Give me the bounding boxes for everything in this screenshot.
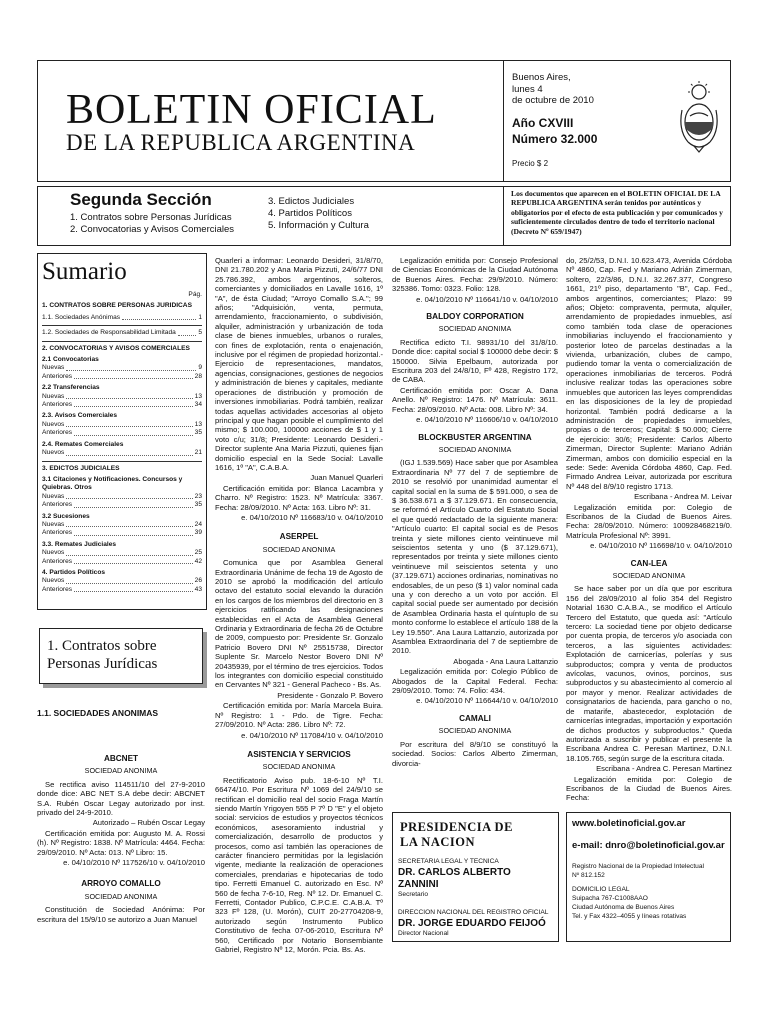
column-4: do, 25/2/53, D.N.I. 10.623.473, Avenida Córdoba Nº 4860, Cap. Fed y Mariano Adrián Zimerman, soltero, 22/3/86, D.N.I. 32.267.377, Congreso 1661, 21º piso, departamento "B", Cap. Fed., ambos argentinos, comerciantes; Plazo: 99 años; Objeto: compraventa, permuta, alquiler, arrendamiento de propiedades inmuebles, así como también toda clase de operaciones inmobiliarias incluyendo el fraccionamiento y posterior loteo de parcelas destinadas a la vivienda, urbanización, clubes de campo, pudiendo tomar la venta o comercialización de operaciones inmobiliarias de terceros. Podrá inclusive realizar todas las operaciones sobre inmuebles que autoricen las leyes comprendidas en las disposiciones de la ley de propiedad horizontal. También podrá dedicarse a la administración de propiedades inmuebles, propias o de terceros; Capital: $ 50.000; Cierre de ejercicio: 30/6; Presidente: Carlos Alberto Zimerman, Director Suplente: Mariano Adrián Zimerman, ambos con domicilio especial en la sede: Sede: Avenida Córdoba 4860, Cap. Fed. Firmado Andrea Leivar, autorizada por escritura Nº 448 del 8/9/10 registro 1713. Escribana - Andrea M. Leivar Legalización emitida por: Colegio de Escribanos de la Ciudad de Buenos Aires. Fecha: 28/09/2010. Número: 100928468219/0. Matrícula Profesional Nº: 3991. e. 04/10/2010 Nº 116698/10 v. 04/10/2010 CAN-LEA SOCIEDAD ANONIMA Se hace saber por un día que por escritura 156 del 28/09/2010 al folio 354 del Registro Notarial 1630 C.A.B.A., se modifico el Artículo Tercero del Estatuto, que queda así: "Artículo tercero: La sociedad tiene por objeto dedicarse por cuenta propia, de terceros y/o asociada con terceros, a las siguientes actividades: Explotación de carnicerías, polerías y sus subproductos; compra y venta de productos avícolas, vacunos, ovinos, porcinos, sus subproductos y su abastecimiento al comercio al por mayor y menor. Realizar actividades de consignatarios de hacienda, para gancho o no, de matarife, abastecedor, explotación de carnicerías integradas, importación y exportación de dichos productos y subproductos." Queda autorizada a suscribir y publicar el presente la Escribana Andrea C. Peresan Martinez, D.N.I. 18.105.765, según surge de la escritura citada. Escribana - Andrea C. Peresan Martinez Legalización emitida por: Colegio de Escribanos de la Ciudad de Buenos Aires. Fecha:	[566, 256, 732, 803]
masthead-subtitle: DE LA REPUBLICA ARGENTINA	[66, 130, 416, 155]
presidencia-title: PRESIDENCIA DE LA NACION	[400, 820, 513, 849]
presidencia-people: SECRETARIA LEGAL Y TECNICA DR. CARLOS ALBERTO ZANNINI Secretario DIRECCION NACIONAL DEL REGISTRO OFICIAL DR. JORGE EDUARDO FEIJOÓ Director Nacional	[398, 858, 549, 937]
issue-number: Número 32.000	[512, 132, 598, 146]
section-name: Segunda Sección	[70, 190, 212, 209]
sumario-title: Sumario	[42, 258, 127, 285]
masthead-title: BOLETIN OFICIAL	[66, 87, 437, 133]
column-2: Quarleri a informar: Leonardo Desideri, 31/8/70, DNI 21.780.202 y Ana Maria Pizzuti, 24/6/77 DNI 25.786.392, ambos argentinos, solteros, comerciantes y domiciliados en Lavalle 1616, 1º "A", de ésta Ciudad; "Arroyo Comallo S.A."; 99 años; "Adquisición, venta, permuta, arrendamiento, fraccionamiento, o subdivisión, alquiler, administración y urbanización de toda clase de bienes inmuebles, urbanos o rurales, con fines de explotación, renta o enajenación, inclusive por el régimen de propiedad horizontal.- Ejercicio de representaciones, mandatos, agencias, consignaciones, gestiones de negocios y administración de bienes y capitales, mediante operaciones de distribución y promoción de inversiones inmobiliarias. Podrá también, realizar todas aquellas actividades accesorias al objeto principal y que hagan posible el cumplimiento del mismo; $ 100.000, 100000 acciones de $ 1 y 1 voto c/u; 31/8; Presidente: Leonardo Desideri.- Director suplente Ana Maria Pizzuti, quienes fijan domicilio especial en la Sede Social: Lavalle 1616, 1º "A", C.A.B.A. Juan Manuel Quarleri Certificación emitida por: Blanca Lacambra y Charro. Nº Registro: 1523. Nº Matrícula: 3367. Fecha: 28/09/2010. Nº Acta: 163. Libro Nº: 31. e. 04/10/2010 Nº 116683/10 v. 04/10/2010 ASERPEL SOCIEDAD ANONIMA Comunica que por Asamblea General Extraordinaria Unánime de fecha 19 de Agosto de 2010 se aprobó la modificación del artículo octavo del estatuto social elevando la duración en los cargos de los miembros del directorio en 3 ejercicios ratificando las designaciones establecidas en el Acta de Asamblea General Ordinaria y Extraordinaria de fecha 26 de Octubre de 2009, compuesto por: Presidente Sr. Gonzalo Patricio Bovero DNI Nº 25515738, Director Suplente Sr. Marcelo Nestor Bovero DNI Nº 20435939, por el término de tres ejercicios. Todos los integrantes con domicilio especial constituido en Cervantes Nº 321 - General Pacheco - Bs. As. Presidente - Gonzalo P. Bovero Certificación emitida por: María Marcela Buira. Nº Registro: 1 - Pdo. de Tigre. Fecha: 27/09/2010. Nº Acta: 286. Libro Nº: 72. e. 04/10/2010 Nº 117084/10 v. 04/10/2010 ASISTENCIA Y SERVICIOS SOCIEDAD ANONIMA Rectificatorio Aviso pub. 18-6-10 Nº T.I. 66474/10. Por Escritura Nº 1069 del 24/9/10 se rectifican el domicilio real del socio Fraga Martín siendo Martín Yrigoyen 555 P 7º D "E" y el objeto social: servicios de estudios y proyectos técnicos económicos, asesoramiento industrial y comercialización, desarrollo de productos y procesos, como así también las operaciones de carácter financiero permitidas por la legislación vigente, mediante la realización de operaciones comerciales, prendarias e hipotecarias de todo tipo. Ferretti Emanuel C. autorizado en Esc. Nº 560 de fecha 7-6-10, Reg. Nº 12. Dr. Emanuel C. Ferretti, Contador Publico, C.P.C.E. C.A.B.A. Tº 323 Fº 128, (U. Morón), CUIT 20-27704208-9, autorizado según Instrumento Publico Constitutivo de fecha 07-06-2010, Escritura Nº 560, Certificado por Notario Bonsembiante Gabriel, Registro Nº 12, Morón. Pcia. Bs. As.	[215, 256, 384, 955]
masthead-divider	[503, 60, 504, 182]
section-items-right: 3. Edictos Judiciales 4. Partidos Políticos 5. Información y Cultura	[268, 196, 369, 231]
coat-of-arms-icon	[676, 80, 722, 166]
section-items-left: 1. Contratos sobre Personas Jurídicas 2. Convocatorias y Avisos Comerciales	[70, 212, 235, 235]
contratos-title: 1. Contratos sobre Personas Jurídicas	[47, 638, 158, 672]
column-3: Legalización emitida por: Consejo Profesional de Ciencias Económicas de la Ciudad Autónoma de Buenos Aires. Fecha: 29/9/2010. Número: 325386. Tomo: 0323. Folio: 128. e. 04/10/2010 Nº 116641/10 v. 04/10/2010 BALDOY CORPORATION SOCIEDAD ANONIMA Rectifica edicto T.I. 98931/10 del 31/8/10. Donde dice: capital social $ 100000 debe decir: $ 150000. Silvia Epelbaum, autorizada por Escritura 203 del 24/8/10, Fº 428, Registro 172, de CABA. Certificación emitida por: Oscar A. Dana Anello. Nº Registro: 1476. Nº Matrícula: 3611. Fecha: 28/09/2010. Nº Acta: 008. Libro Nº: 34. e. 04/10/2010 Nº 116606/10 v. 04/10/2010 BLOCKBUSTER ARGENTINA SOCIEDAD ANONIMA (IGJ 1.539.569) Hace saber que por Asamblea Extraordinaria Nº 77 del 7 de septiembre de 2010 se resolvió por unanimidad aumentar el capital social en la suma de $ 591.000, o sea de $ 36.538.671 a $ 37.129.671. En consecuencia, se reformó el Artículo Cuarto del Estatuto Social el que quedó redactado de la siguiente manera: "Artículo cuarto: El capital social es de Pesos treinta y siete millones ciento veintinueve mil seiscientos setenta y uno ($ 37.129.671), representados por treinta y siete millones ciento veintinueve mil seiscientos setenta y uno (37.129.671) acciones ordinarias, nominativas no endosables, de un peso ($ 1) valor nominal cada una y con derecho a un voto por acción. El capital social puede ser aumentado por decisión de Asamblea Ordinaria hasta el quíntuplo de su monto conforme lo establece el artículo 188 de la Ley 19.550". Ana Laura Lattanzio, autorizada por Asamblea Extraordinaria del 7 de septiembre de 2010. Abogada - Ana Laura Lattanzio Legalización emitida por: Colegio Público de Abogados de la Capital Federal. Fecha: 29/09/2010. Tomo: 74. Folio: 434. e. 04/10/2010 Nº 116644/10 v. 04/10/2010 CAMALI SOCIEDAD ANONIMA Por escritura del 8/9/10 se constituyó la sociedad. Socios: Carlos Alberto Zimerman, divorcia-	[392, 256, 558, 768]
column-1: ABCNET SOCIEDAD ANONIMA Se rectifica aviso 114511/10 del 27-9-2010 donde dice: ABC NET S.A debe decir: ABCNET S.A. Rubén Oscar Legay autorizado por inst. privado del 24-9-2010. Autorizado – Rubén Oscar Legay Certificación emitida por: Augusto M. A. Rossi (h). Nº Registro: 1838. Nº Matrícula: 4464. Fecha: 29/09/2010. Nº Acta: 013. Nº Libro: 15. e. 04/10/2010 Nº 117526/10 v. 04/10/2010 ARROYO COMALLO SOCIEDAD ANONIMA Constitución de Sociedad Anónima: Por escritura del 15/9/10 se autorizo a Juan Manuel	[37, 754, 205, 924]
issue-date: Buenos Aires, lunes 4 de octubre de 2010	[512, 72, 594, 106]
email-link[interactable]: e-mail: dnro@boletinoficial.gov.ar	[572, 840, 725, 851]
issue-year: Año CXVIII	[512, 116, 574, 130]
contact-info: www.boletinoficial.gov.ar e-mail: dnro@boletinoficial.gov.ar Registro Nacional de la Propiedad Intelectual Nº 812.152 DOMICILIO LEGAL Suipacha 767-C1008AAO Ciudad Autónoma de Buenos Aires Tel. y Fax 4322–4055 y líneas rotativas	[572, 818, 728, 921]
website-link[interactable]: www.boletinoficial.gov.ar	[572, 818, 686, 829]
issue-price: Precio $ 2	[512, 159, 549, 168]
sumario-list: Pág. 1. CONTRATOS SOBRE PERSONAS JURIDICAS 1.1. Sociedades Anónimas 1 1.2. Sociedades de Responsabilidad Limitada 5 2. CONVOCATORIAS Y AVISOS COMERCIALES 2.1 Convocatorias Nuevas 9 Anteriores 28 2.2 Transferencias Nuevas 13 Anteriores 34 2.3. Avisos Comerciales Nuevos 13 Anteriores 35 2.4. Remates Comerciales Nuevos 21 3. EDICTOS JUDICIALES 3.1 Citaciones y Notificaciones. Concursos y Quiebras. Otros Nuevas 23 Anteriores 35 3.2 Sucesiones Nuevas 24 Anteriores 39 3.3. Remates Judiciales Nuevos 25 Anteriores 42 4. Partidos Políticos Nuevos 26 Anteriores 43	[42, 291, 202, 593]
subsection-title: 1.1. SOCIEDADES ANONIMAS	[37, 708, 159, 718]
section-divider	[503, 186, 504, 246]
legal-notice: Los documentos que aparecen en el BOLETIN OFICIAL DE LA REPUBLICA ARGENTINA serán tenidos por auténticos y obligatorios por el efecto de esta publicación y por comunicados y suficientemente circulados dentro de todo el territorio nacional (Decreto Nº 659/1947)	[511, 189, 723, 236]
